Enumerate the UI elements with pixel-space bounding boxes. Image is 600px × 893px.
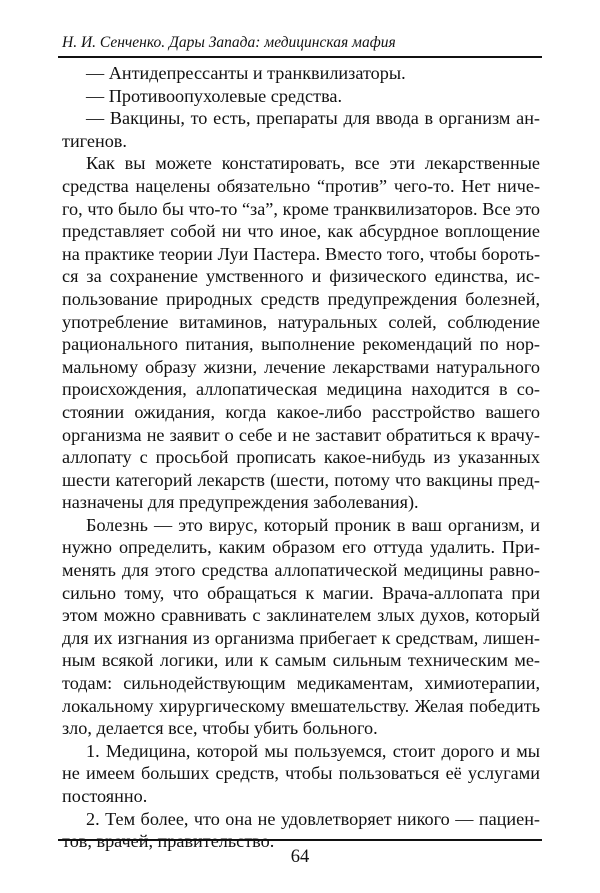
text-line: сильно тому, что обращаться к магии. Врача-аллопата при	[62, 582, 540, 603]
footer-rule	[58, 839, 542, 841]
text-line: — Вакцины, то есть, препараты для ввода в организм ан-	[86, 108, 540, 129]
text-line: шести категорий лекарств (шести, потому что вакцины пред-	[62, 469, 540, 490]
text-line: для их изгнания из организма прибегает к средствам, лишен-	[62, 627, 540, 648]
text-line: организма не заявит о себе и не заставит обратиться к врачу-	[62, 424, 540, 445]
text-line: средства нацелены обязательно “против” чего-то. Нет ниче-	[62, 175, 540, 196]
text-line: тов, врачей, правительство.	[62, 831, 275, 852]
text-line: мальному образу жизни, лечение лекарствами натурального	[62, 356, 540, 377]
text-line: пользование природных средств предупреждения болезней,	[62, 288, 540, 309]
page-number: 64	[290, 847, 310, 867]
text-line: 1. Медицина, которой мы пользуемся, стоит дорого и мы	[86, 740, 540, 761]
text-line: тигенов.	[62, 130, 127, 151]
text-line: происхождения, аллопатическая медицина находится в со-	[62, 379, 540, 400]
body-text	[62, 62, 540, 853]
text-line: на практике теории Луи Пастера. Вместо того, чтобы бороть-	[62, 243, 540, 264]
text-line: Как вы можете констатировать, все эти лекарственные	[86, 153, 540, 174]
text-line: локальному хирургическому вмешательству. Желая победить	[62, 695, 540, 716]
text-line: употребление витаминов, натуральных солей, соблюдение	[62, 311, 540, 332]
text-line: го, что было бы что-то “за”, кроме транквилизаторов. Все это	[62, 198, 540, 219]
text-line: ным всякой логики, или к самым сильным техническим ме-	[62, 650, 540, 671]
text-line: — Противоопухолевые средства.	[86, 85, 343, 106]
text-line: ся за сохранение умственного и физического единства, ис-	[62, 266, 540, 287]
text-line: постоянно.	[62, 786, 148, 806]
text-line: Болезнь — это вирус, который проник в ваш организм, и	[86, 514, 540, 535]
text-line: зло, делается все, чтобы убить больного.	[62, 718, 378, 739]
text-line: аллопату с просьбой прописать какое-нибудь из указанных	[62, 447, 540, 468]
running-header: Н. И. Сенченко. Дары Запада: медицинская мафия	[62, 34, 396, 51]
text-line: — Антидепрессанты и транквилизаторы.	[86, 63, 406, 83]
header-rule	[58, 56, 542, 58]
text-line: стоянии ожидания, когда какое-либо расстройство вашего	[62, 401, 540, 422]
text-line: 2. Тем более, что она не удовлетворяет никого — пациен-	[86, 808, 540, 829]
text-line: представляет собой ни что иное, как абсурдное воплощение	[62, 221, 540, 242]
text-line: нужно определить, каким образом его оттуда удалить. При-	[62, 537, 540, 558]
text-line: менять для этого средства аллопатической медицины равно-	[62, 560, 540, 581]
text-line: тодам: сильнодействующим медикаментам, химиотерапии,	[62, 673, 540, 694]
text-line: рационального питания, выполнение рекомендаций по нор-	[62, 334, 540, 355]
text-line: не имеем больших средств, чтобы пользоваться её услугами	[62, 763, 540, 784]
text-line: этом можно сравнивать с заклинателем злых духов, который	[62, 605, 540, 626]
text-line: назначены для предупреждения заболевания).	[62, 492, 419, 513]
